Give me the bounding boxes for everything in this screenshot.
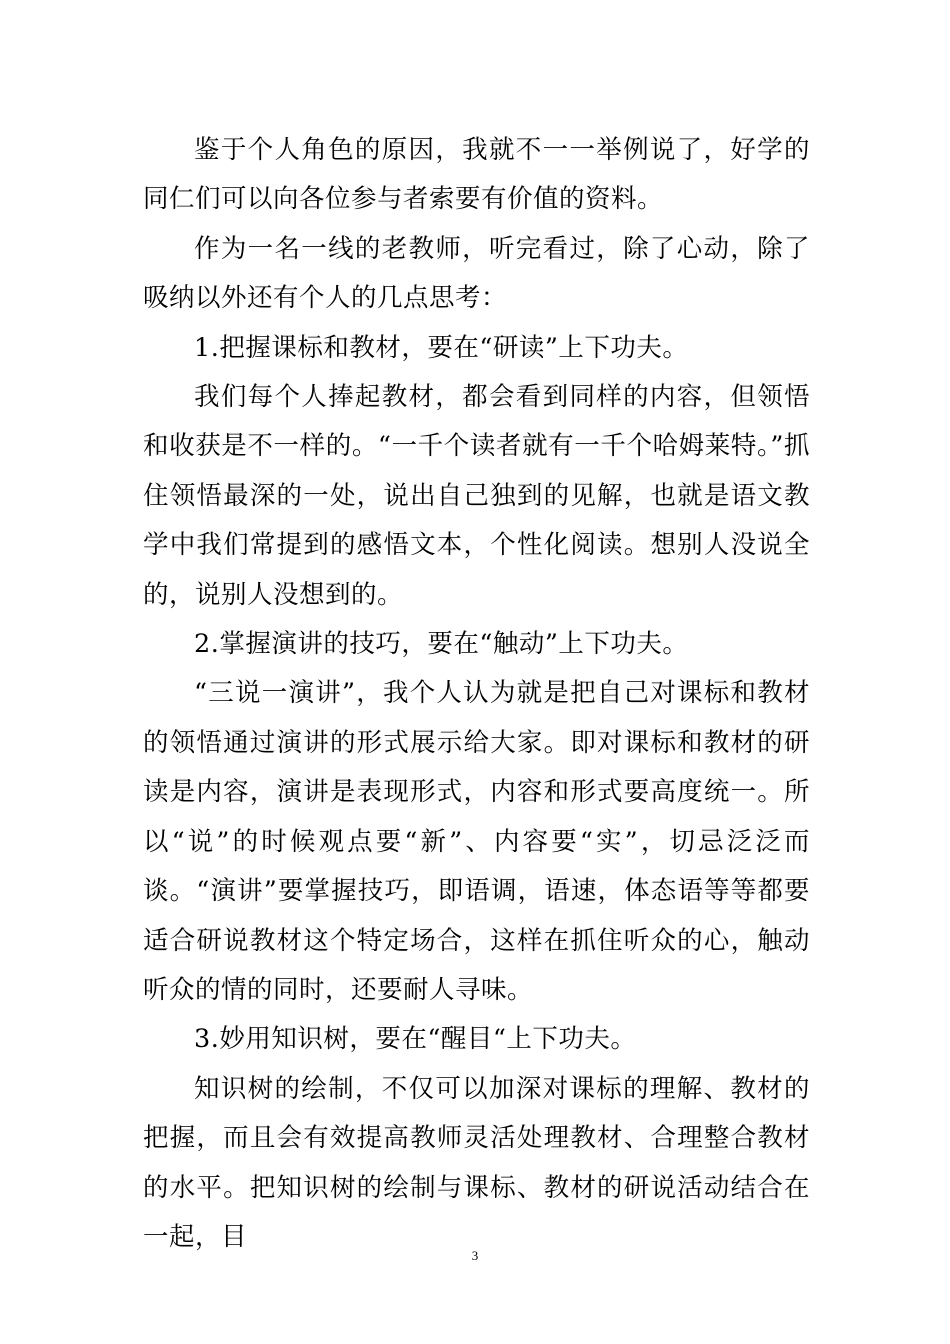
body-text — [143, 126, 810, 1262]
paragraph-point-1: 我们每个人捧起教材，都会看到同样的内容，但领悟和收获是不一样的。“一千个读者就有一千个哈姆莱特。”抓住领悟最深的一处，说出自己独到的见解，也就是语文教学中我们常提到的感悟文本，个性化阅读。想别人没说全的，说别人没想到的。 — [143, 382, 810, 610]
heading-point-3: 3.妙用知识树，要在“醒目“上下功夫。 — [194, 1024, 637, 1055]
paragraph-point-2: “三说一演讲”，我个人认为就是把自己对课标和教材的领悟通过演讲的形式展示给大家。即对课标和教材的研读是内容，演讲是表现形式，内容和形式要高度统一。所以“说”的时候观点要“新”、内容要“实”，切忌泛泛而谈。“演讲”要掌握技巧，即语调，语速，体态语等等都要适合研说教材这个特定场合，这样在抓住听众的心，触动听众的情的同时，还要耐人寻味。 — [143, 678, 810, 1005]
page-number: 3 — [471, 1248, 479, 1263]
heading-point-2: 2.掌握演讲的技巧，要在“触动”上下功夫。 — [194, 629, 689, 660]
paragraph-role-note: 鉴于个人角色的原因，我就不一一举例说了，好学的同仁们可以向各位参与者索要有价值的资料。 — [143, 135, 810, 215]
paragraph-thoughts-intro: 作为一名一线的老教师，听完看过，除了心动，除了吸纳以外还有个人的几点思考： — [143, 233, 810, 314]
heading-point-1: 1.把握课标和教材，要在“研读”上下功夫。 — [194, 332, 689, 363]
paragraph-point-3: 知识树的绘制，不仅可以加深对课标的理解、教材的把握，而且会有效提高教师灵活处理教材、合理整合教材的水平。把知识树的绘制与课标、教材的研说活动结合在一起，目 — [143, 1073, 810, 1252]
